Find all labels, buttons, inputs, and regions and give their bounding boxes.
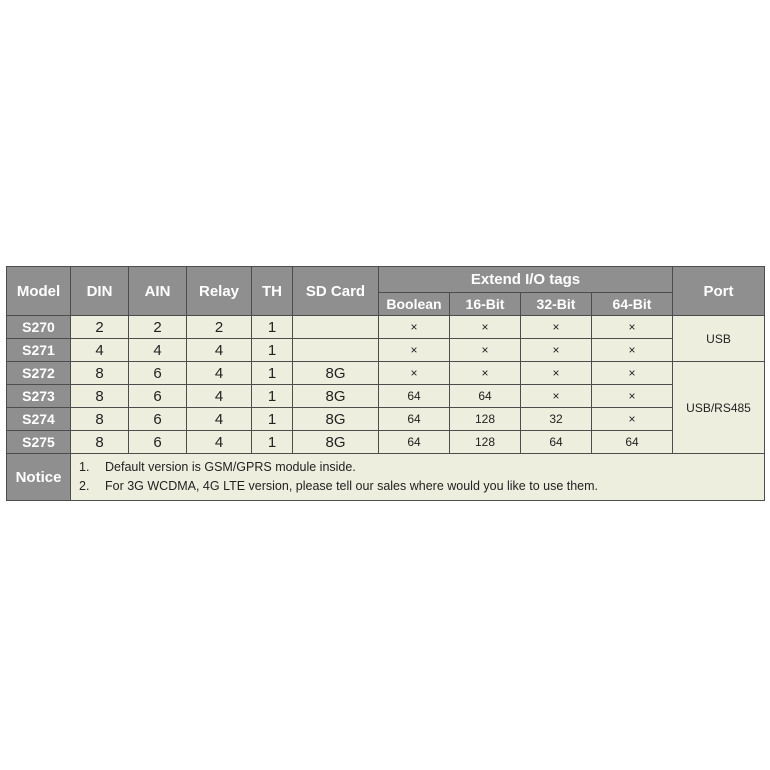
th-cell: 1 [252, 431, 293, 454]
din-cell: 8 [71, 362, 129, 385]
16-bit-cell: 128 [450, 431, 521, 454]
notice-item [79, 458, 764, 477]
boolean-cell: × [379, 339, 450, 362]
table-row [7, 362, 765, 385]
th-cell: 1 [252, 385, 293, 408]
boolean-cell: × [379, 362, 450, 385]
table-row [7, 316, 765, 339]
ain-cell: 6 [129, 408, 187, 431]
32-bit-cell: × [521, 316, 592, 339]
notice-item-text: Default version is GSM/GPRS module inside. [105, 460, 356, 474]
th-cell: 1 [252, 362, 293, 385]
relay-cell: 2 [187, 316, 252, 339]
table-row [7, 431, 765, 454]
din-cell: 8 [71, 431, 129, 454]
relay-cell: 4 [187, 362, 252, 385]
notice-row [7, 454, 765, 501]
header-port: Port [673, 267, 765, 316]
din-cell: 8 [71, 385, 129, 408]
th-cell: 1 [252, 339, 293, 362]
header-din: DIN [71, 267, 129, 316]
notice-item-text: For 3G WCDMA, 4G LTE version, please tell our sales where would you like to use them. [105, 479, 599, 493]
port-cell-usb: USB [673, 316, 765, 362]
th-cell: 1 [252, 316, 293, 339]
table-row [7, 385, 765, 408]
ain-cell: 4 [129, 339, 187, 362]
relay-cell: 4 [187, 385, 252, 408]
model-cell: S274 [7, 408, 71, 431]
sd-card-cell [293, 316, 379, 339]
sd-card-cell: 8G [293, 362, 379, 385]
64-bit-cell: × [592, 408, 673, 431]
table-row [7, 339, 765, 362]
16-bit-cell: 128 [450, 408, 521, 431]
header-model: Model [7, 267, 71, 316]
sd-card-cell: 8G [293, 431, 379, 454]
boolean-cell: 64 [379, 385, 450, 408]
32-bit-cell: 32 [521, 408, 592, 431]
spec-table [6, 266, 765, 501]
64-bit-cell: × [592, 385, 673, 408]
32-bit-cell: × [521, 339, 592, 362]
header-32-bit: 32-Bit [521, 293, 592, 316]
ain-cell: 2 [129, 316, 187, 339]
model-cell: S271 [7, 339, 71, 362]
notice-label: Notice [7, 454, 71, 501]
header-16-bit: 16-Bit [450, 293, 521, 316]
notice-item [79, 477, 764, 496]
notice-body [71, 454, 765, 501]
relay-cell: 4 [187, 431, 252, 454]
16-bit-cell: × [450, 362, 521, 385]
relay-cell: 4 [187, 339, 252, 362]
model-cell: S270 [7, 316, 71, 339]
ain-cell: 6 [129, 431, 187, 454]
32-bit-cell: × [521, 362, 592, 385]
model-cell: S273 [7, 385, 71, 408]
64-bit-cell: × [592, 316, 673, 339]
model-cell: S272 [7, 362, 71, 385]
64-bit-cell: × [592, 362, 673, 385]
model-cell: S275 [7, 431, 71, 454]
16-bit-cell: 64 [450, 385, 521, 408]
header-sd-card: SD Card [293, 267, 379, 316]
64-bit-cell: 64 [592, 431, 673, 454]
header-boolean: Boolean [379, 293, 450, 316]
sd-card-cell [293, 339, 379, 362]
32-bit-cell: 64 [521, 431, 592, 454]
relay-cell: 4 [187, 408, 252, 431]
boolean-cell: 64 [379, 431, 450, 454]
ain-cell: 6 [129, 385, 187, 408]
din-cell: 4 [71, 339, 129, 362]
din-cell: 2 [71, 316, 129, 339]
boolean-cell: × [379, 316, 450, 339]
sd-card-cell: 8G [293, 408, 379, 431]
header-extend-io-tags: Extend I/O tags [379, 267, 673, 293]
ain-cell: 6 [129, 362, 187, 385]
boolean-cell: 64 [379, 408, 450, 431]
sd-card-cell: 8G [293, 385, 379, 408]
din-cell: 8 [71, 408, 129, 431]
32-bit-cell: × [521, 385, 592, 408]
64-bit-cell: × [592, 339, 673, 362]
16-bit-cell: × [450, 339, 521, 362]
header-ain: AIN [129, 267, 187, 316]
notice-item-number: 2. [79, 479, 90, 493]
notice-item-number: 1. [79, 460, 90, 474]
16-bit-cell: × [450, 316, 521, 339]
header-th: TH [252, 267, 293, 316]
th-cell: 1 [252, 408, 293, 431]
table-row [7, 408, 765, 431]
header-relay: Relay [187, 267, 252, 316]
header-64-bit: 64-Bit [592, 293, 673, 316]
port-cell-usb-rs485: USB/RS485 [673, 362, 765, 454]
